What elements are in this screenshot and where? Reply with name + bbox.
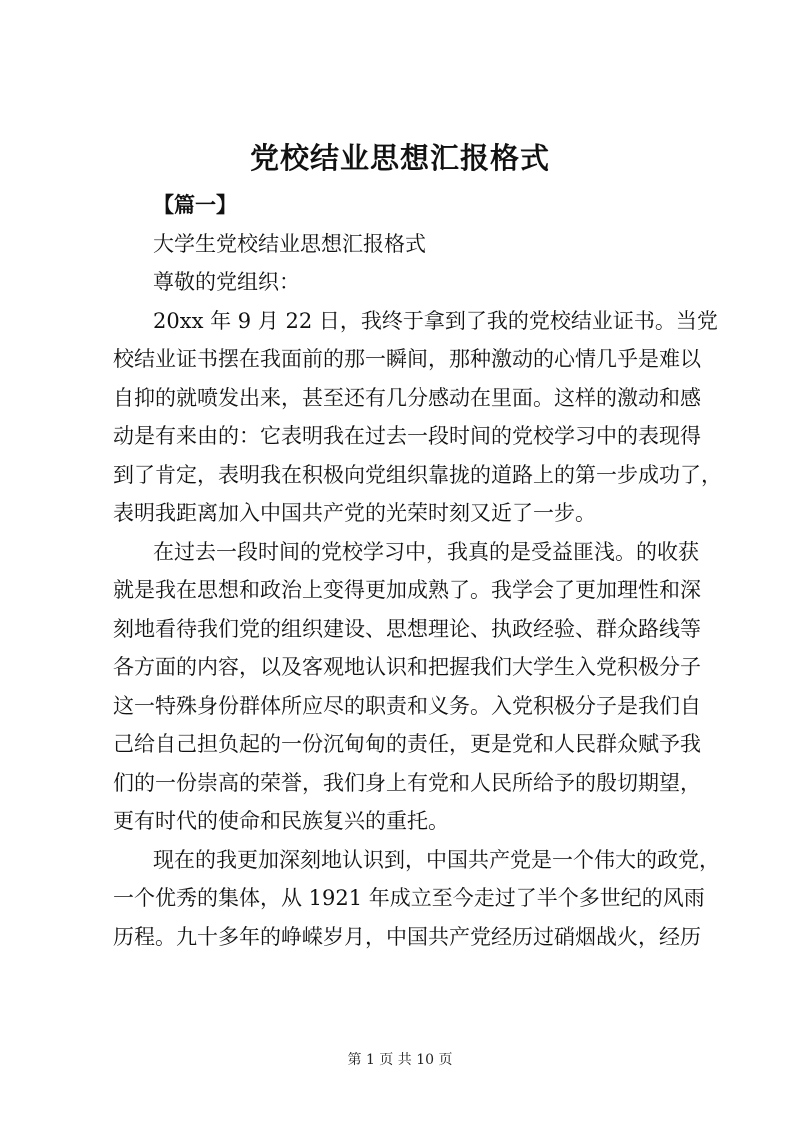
paragraph-line: 这一特殊身份群体所应尽的职责和义务。入党积极分子是我们自	[113, 693, 701, 718]
paragraph-line: 现在的我更加深刻地认识到，中国共产党是一个伟大的政党，	[153, 847, 720, 872]
paragraph-line: 表明我距离加入中国共产党的光荣时刻又近了一步。	[113, 501, 596, 525]
paragraph-2	[113, 533, 701, 841]
salutation: 尊敬的党组织：	[153, 270, 300, 294]
paragraph-3	[113, 841, 720, 957]
paragraph-line: 历程。九十多年的峥嵘岁月，中国共产党经历过硝烟战火，经历	[113, 924, 701, 949]
paragraph-line: 各方面的内容，以及客观地认识和把握我们大学生入党积极分子	[113, 655, 701, 679]
paragraph-line: 更有时代的使命和民族复兴的重托。	[113, 809, 449, 833]
document-body	[113, 186, 722, 956]
page-footer: 第 1 页 共 10 页	[347, 1052, 453, 1068]
paragraph-1	[113, 302, 722, 533]
paragraph-line: 就是我在思想和政治上变得更加成熟了。我学会了更加理性和深	[113, 578, 701, 602]
paragraph-line: 在过去一段时间的党校学习中，我真的是受益匪浅。的收获	[153, 539, 699, 564]
paragraph-line: 刻地看待我们党的组织建设、思想理论、执政经验、群众路线等	[113, 616, 701, 641]
document-title: 党校结业思想汇报格式	[249, 141, 550, 175]
paragraph-line: 自抑的就喷发出来，甚至还有几分感动在里面。这样的激动和感	[113, 385, 701, 410]
paragraph-line: 一个优秀的集体，从 1921 年成立至今走过了半个多世纪的风雨	[113, 886, 705, 910]
document-subtitle: 大学生党校结业思想汇报格式	[153, 231, 426, 256]
paragraph-line: 们的一份崇高的荣誉，我们身上有党和人民所给予的殷切期望，	[113, 770, 701, 795]
paragraph-line: 己给自己担负起的一份沉甸甸的责任，更是党和人民群众赋予我	[113, 732, 701, 756]
paragraph-line: 到了肯定，表明我在积极向党组织靠拢的道路上的第一步成功了，	[113, 462, 722, 487]
paragraph-line: 20xx 年 9 月 22 日，我终于拿到了我的党校结业证书。当党	[153, 308, 718, 333]
section-label: 【篇一】	[153, 192, 237, 217]
paragraph-line: 校结业证书摆在我面前的那一瞬间，那种激动的心情几乎是难以	[113, 347, 701, 371]
paragraph-line: 动是有来由的：它表明我在过去一段时间的党校学习中的表现得	[113, 424, 701, 448]
